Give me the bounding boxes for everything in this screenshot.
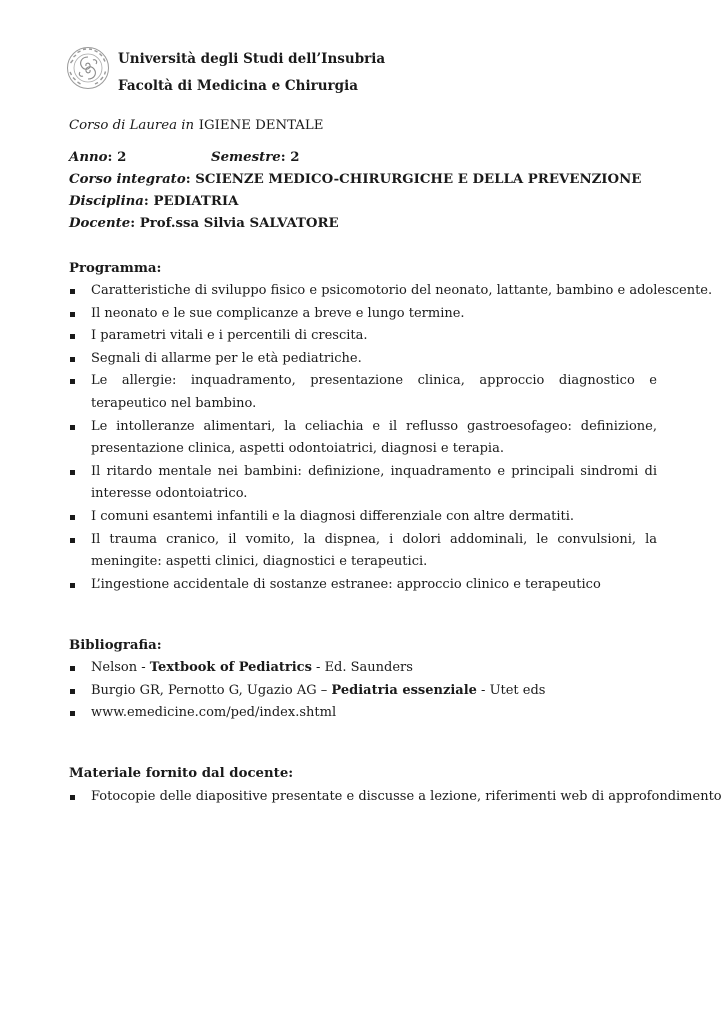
corso-value: IGIENE DENTALE bbox=[198, 118, 324, 133]
bullet-icon bbox=[70, 425, 75, 430]
docente-value: : Prof.ssa Silvia SALVATORE bbox=[130, 216, 339, 231]
disciplina-line bbox=[69, 194, 238, 209]
list-item: Il ritardo mentale nei bambini: definizione, inquadramento e principali sindromi di interesse odontoiatrico. bbox=[69, 461, 657, 506]
list-item: Il neonato e le sue complicanze a breve e lungo termine. bbox=[69, 303, 657, 326]
list-item: Il trauma cranico, il vomito, la dispnea, i dolori addominali, le convulsioni, la meningite: aspetti clinici, diagnostici e terapeutici. bbox=[69, 529, 657, 574]
bullet-icon bbox=[70, 312, 75, 317]
corso-di-laurea bbox=[69, 118, 323, 133]
disciplina-value: : PEDIATRIA bbox=[143, 194, 239, 209]
disciplina-label: Disciplina bbox=[69, 194, 144, 209]
bullet-icon bbox=[70, 334, 75, 339]
bullet-icon bbox=[70, 379, 75, 384]
list-item bbox=[69, 702, 657, 725]
programma-list bbox=[69, 280, 713, 596]
bibliografia-title: Bibliografia: bbox=[69, 638, 162, 653]
bullet-icon bbox=[70, 357, 75, 362]
integrato-value: : SCIENZE MEDICO-CHIRURGICHE E DELLA PREVENZIONE bbox=[185, 172, 642, 187]
list-item: I comuni esantemi infantili e la diagnosi differenziale con altre dermatiti. bbox=[69, 506, 657, 529]
bullet-icon bbox=[70, 538, 75, 543]
faculty-name: Facoltà di Medicina e Chirurgia bbox=[118, 78, 358, 94]
list-item: Nelson - Textbook of Pediatrics - Ed. Saunders bbox=[69, 657, 657, 680]
list-item: Burgio GR, Pernotto G, Ugazio AG – Pediatria essenziale - Utet eds bbox=[69, 680, 657, 703]
programma-title: Programma: bbox=[69, 261, 162, 276]
bullet-icon bbox=[70, 470, 75, 475]
anno-label: Anno bbox=[69, 150, 108, 165]
docente-label: Docente bbox=[69, 216, 131, 231]
bullet-icon bbox=[70, 711, 75, 716]
list-item: Le allergie: inquadramento, presentazione clinica, approccio diagnostico e terapeutico nel bambino. bbox=[69, 370, 657, 415]
bullet-icon bbox=[70, 689, 75, 694]
list-item: Caratteristiche di sviluppo fisico e psicomotorio del neonato, lattante, bambino e adolescente. bbox=[69, 280, 657, 303]
bullet-icon bbox=[70, 795, 75, 800]
list-item: Segnali di allarme per le età pediatriche. bbox=[69, 348, 657, 371]
corso-label: Corso di Laurea in bbox=[69, 118, 195, 133]
docente-line bbox=[69, 216, 339, 231]
bibliografia-link: www.emedicine.com/ped/index.shtml bbox=[91, 705, 337, 721]
materiale-list bbox=[69, 786, 722, 809]
corso-integrato-line bbox=[69, 172, 641, 187]
anno-value: : 2 bbox=[107, 150, 127, 165]
list-item: Le intolleranze alimentari, la celiachia e il reflusso gastroesofageo: definizione, presentazione clinica, aspetti odontoiatrici, diagnosi e terapia. bbox=[69, 416, 657, 461]
integrato-label: Corso integrato bbox=[69, 172, 186, 187]
header bbox=[66, 46, 666, 102]
semestre-value: : 2 bbox=[280, 150, 300, 165]
bibliografia-list bbox=[69, 657, 657, 725]
list-item: L’ingestione accidentale di sostanze estranee: approccio clinico e terapeutico bbox=[69, 574, 657, 597]
list-item: I parametri vitali e i percentili di crescita. bbox=[69, 325, 657, 348]
bullet-icon bbox=[70, 583, 75, 588]
semestre-line bbox=[211, 150, 299, 165]
materiale-title: Materiale fornito dal docente: bbox=[69, 766, 294, 781]
bullet-icon bbox=[70, 515, 75, 520]
university-seal-icon bbox=[66, 46, 110, 90]
list-item: Fotocopie delle diapositive presentate e discusse a lezione, riferimenti web di approfondimento bbox=[69, 786, 657, 809]
bullet-icon bbox=[70, 666, 75, 671]
bullet-icon bbox=[70, 289, 75, 294]
university-name: Università degli Studi dell’Insubria bbox=[118, 51, 386, 67]
semestre-label: Semestre bbox=[211, 150, 281, 165]
anno-line bbox=[69, 150, 126, 165]
